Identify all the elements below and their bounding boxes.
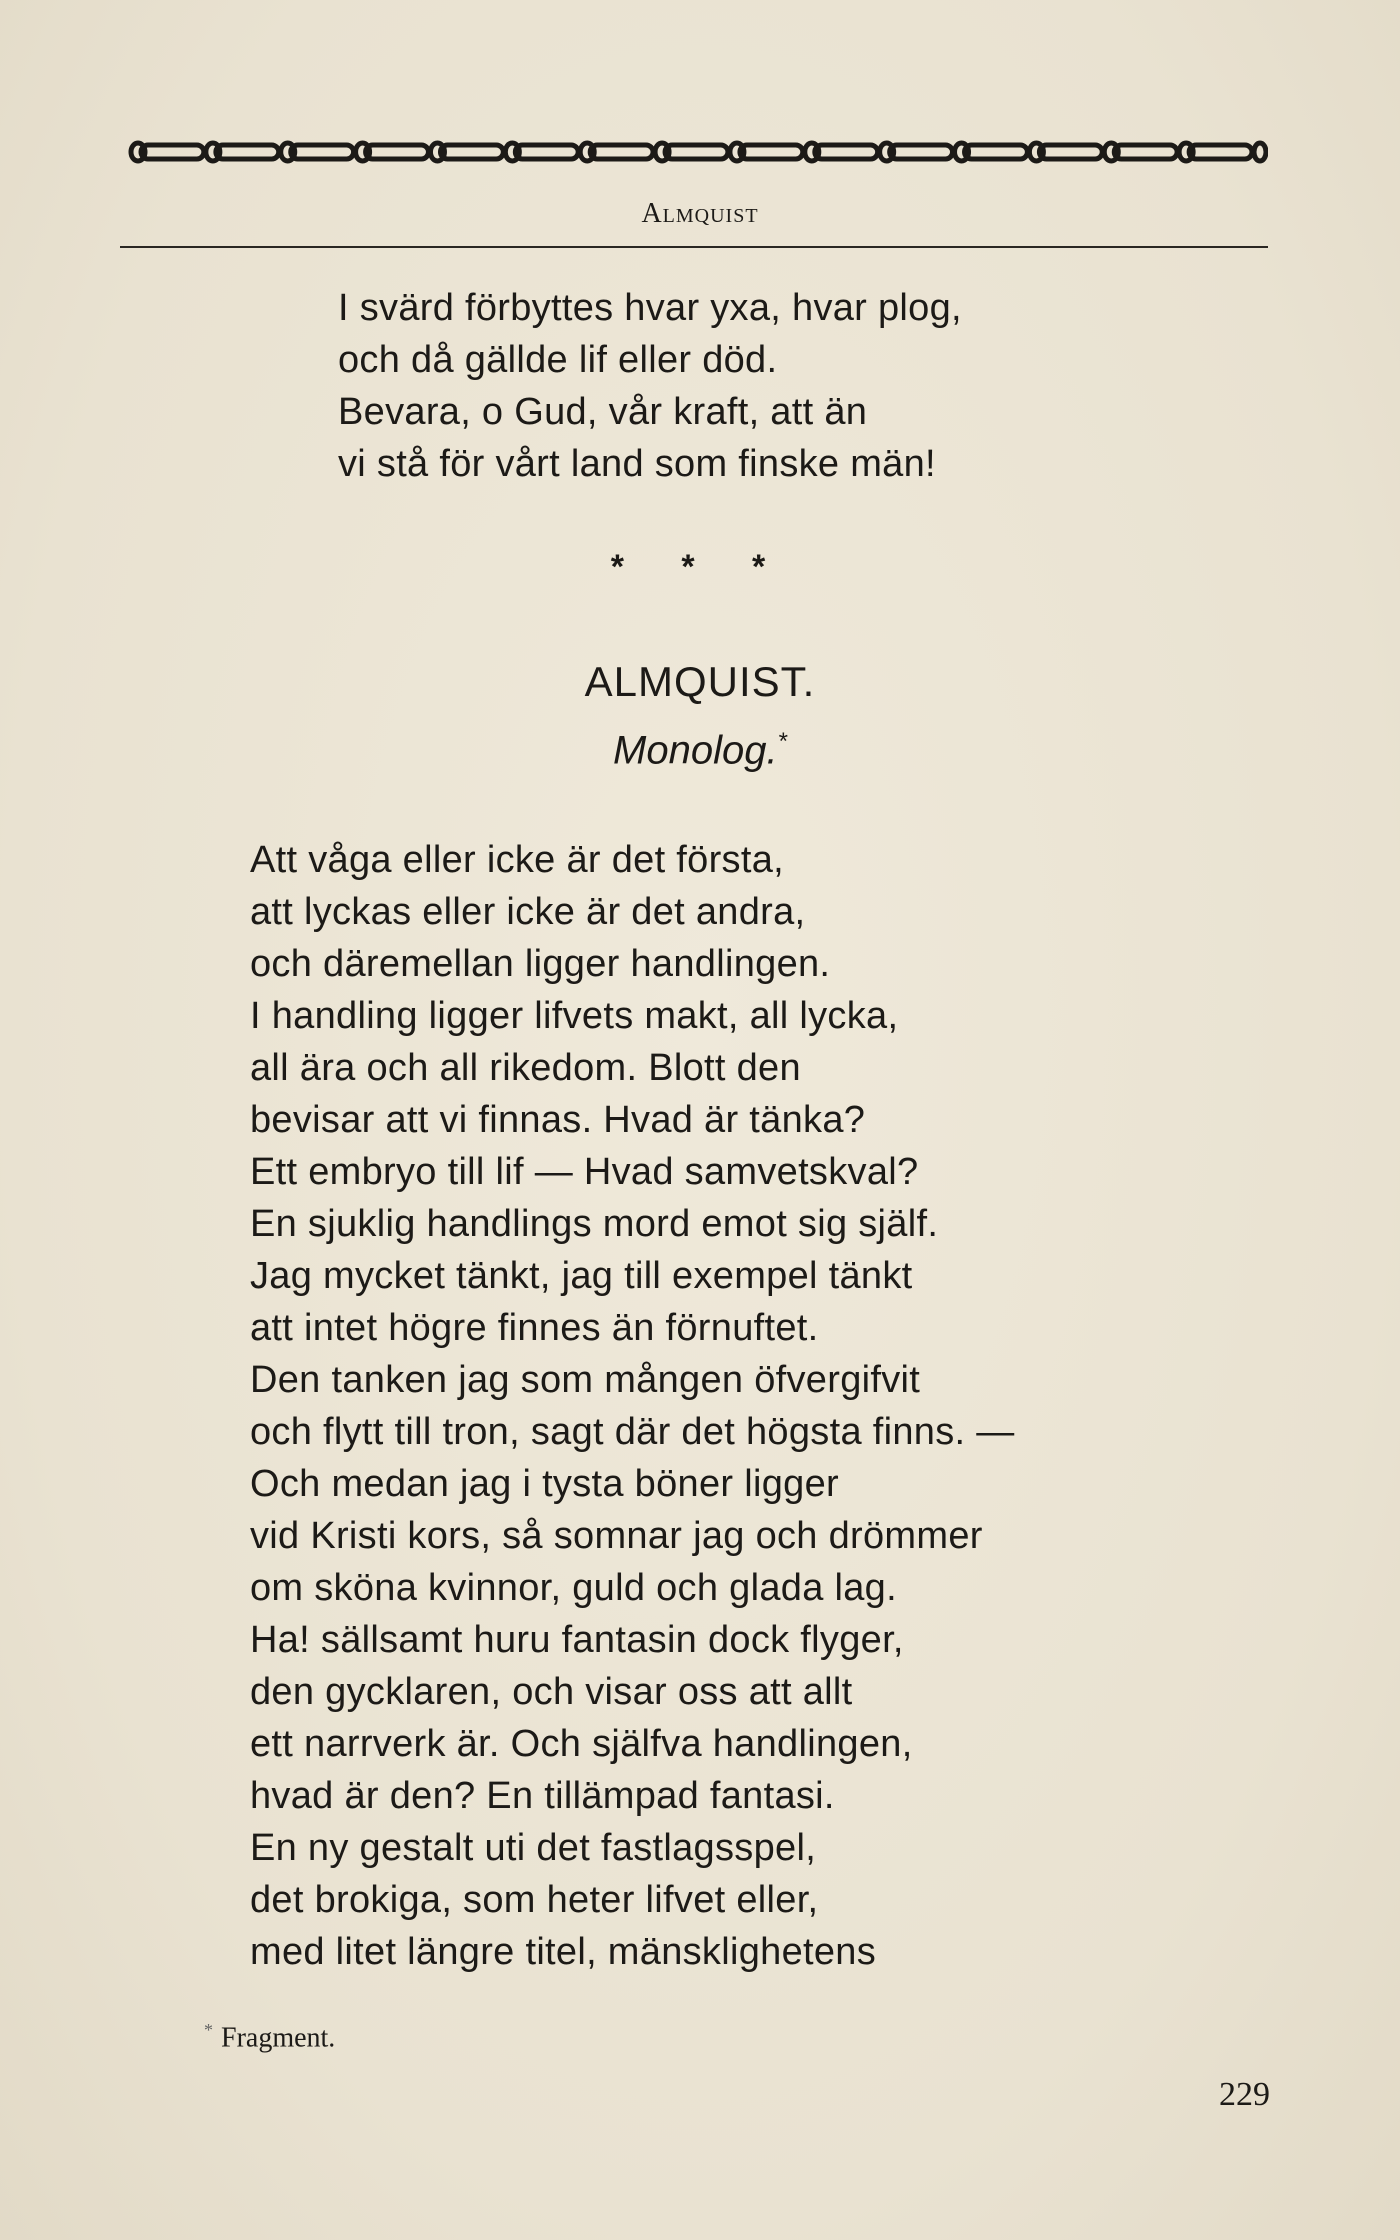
poem-line: hvad är den? En tillämpad fantasi. [250, 1775, 835, 1817]
poem-line: vid Kristi kors, så somnar jag och drömmer [250, 1515, 983, 1557]
poem-line: Och medan jag i tysta böner ligger [250, 1463, 839, 1505]
footnote [204, 2020, 335, 2054]
stanza-top-line: och då gällde lif eller död. [338, 339, 778, 381]
poem-title: ALMQUIST. [584, 658, 816, 705]
header-rule [120, 246, 1268, 248]
poem-subtitle [0, 728, 1400, 773]
footnote-reference: * [777, 728, 787, 755]
poem-line: Jag mycket tänkt, jag till exempel tänkt [250, 1255, 913, 1297]
poem-line: I handling ligger lifvets makt, all lycka, [250, 995, 899, 1037]
poem-line: Att våga eller icke är det första, [250, 839, 784, 881]
poem-line: med litet längre titel, mänsklighetens [250, 1931, 877, 1973]
poem-line: och flytt till tron, sagt där det högsta finns. — [250, 1411, 1015, 1453]
poem-subtitle-text: Monolog. [613, 728, 778, 773]
poem-line: all ära och all rikedom. Blott den [250, 1047, 801, 1089]
poem-line: att intet högre finnes än förnuftet. [250, 1307, 819, 1349]
decorative-chain-border [125, 138, 1268, 166]
poem-line: om sköna kvinnor, guld och glada lag. [250, 1567, 897, 1609]
poem-line: bevisar att vi finnas. Hvad är tänka? [250, 1099, 866, 1141]
stanza-top-line: Bevara, o Gud, vår kraft, att än [338, 391, 868, 433]
poem-body [250, 834, 1015, 1978]
poem-line: En sjuklig handlings mord emot sig själf. [250, 1203, 939, 1245]
page-number: 229 [1219, 2076, 1270, 2113]
poem-line: den gycklaren, och visar oss att allt [250, 1671, 853, 1713]
footnote-text: Fragment. [221, 2022, 336, 2054]
stanza-top-line: vi stå för vårt land som finske män! [338, 443, 936, 485]
running-head: Almquist [641, 198, 759, 229]
poem-line: och däremellan ligger handlingen. [250, 943, 831, 985]
poem-line: Ett embryo till lif — Hvad samvetskval? [250, 1151, 919, 1193]
section-separator: * * * [610, 548, 790, 586]
poem-line: Ha! sällsamt huru fantasin dock flyger, [250, 1619, 904, 1661]
footnote-mark: * [204, 2020, 213, 2040]
poem-line: ett narrverk är. Och själfva handlingen, [250, 1723, 913, 1765]
stanza-top [338, 282, 962, 490]
poem-line: En ny gestalt uti det fastlagsspel, [250, 1827, 817, 1869]
poem-line: det brokiga, som heter lifvet eller, [250, 1879, 819, 1921]
poem-line: Den tanken jag som mången öfvergifvit [250, 1359, 921, 1401]
poem-line: att lyckas eller icke är det andra, [250, 891, 806, 933]
stanza-top-line: I svärd förbyttes hvar yxa, hvar plog, [338, 287, 962, 329]
